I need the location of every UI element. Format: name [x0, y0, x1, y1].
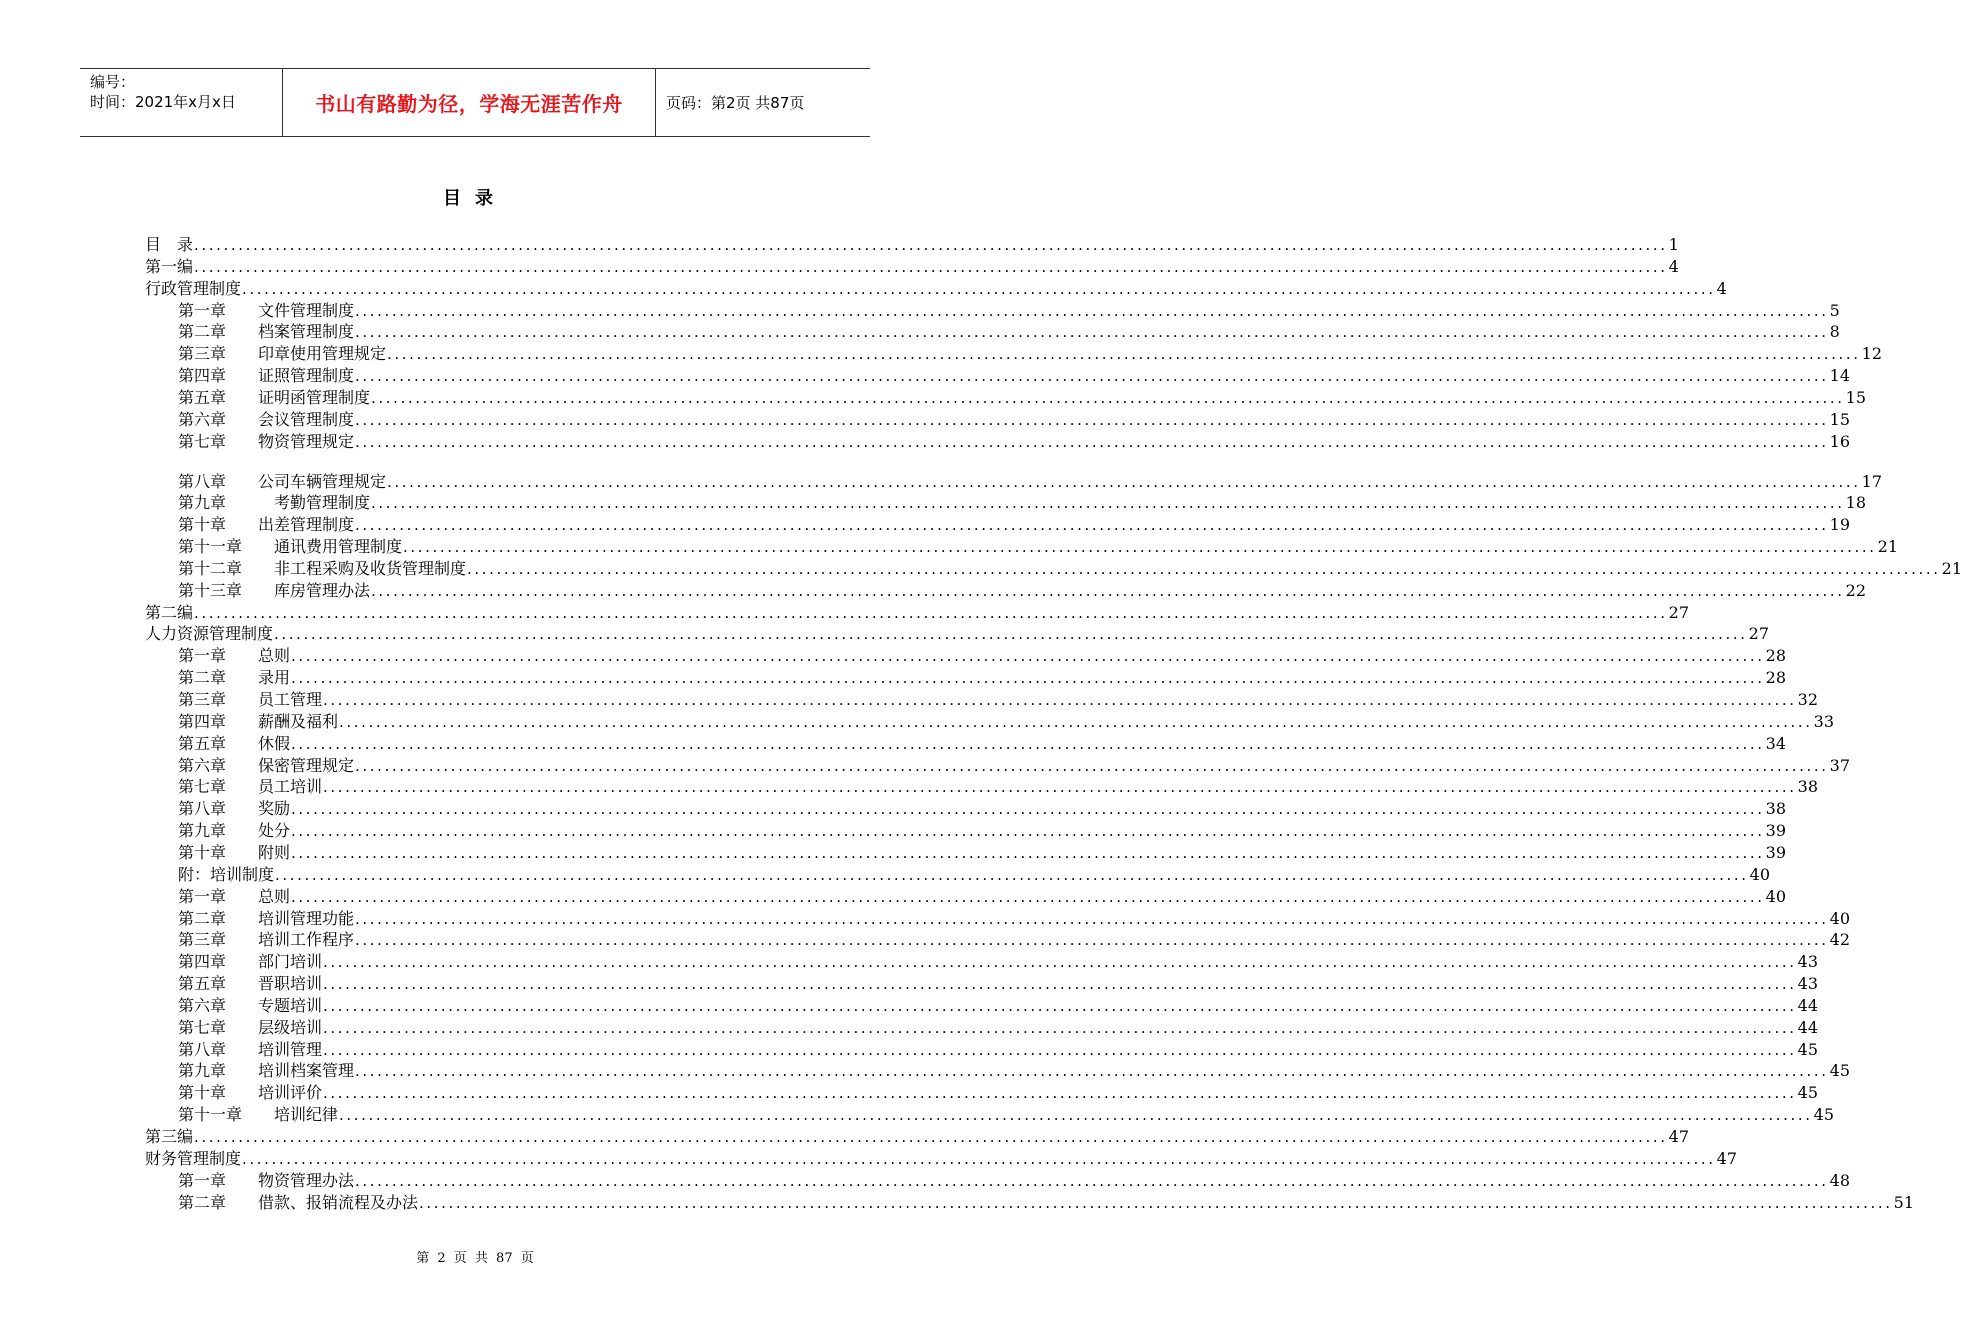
toc-entry-page-number: 8 — [1829, 322, 1840, 342]
toc-entry-title: 第二章 借款、报销流程及办法 — [178, 1192, 419, 1212]
toc-entry-page-number: 32 — [1797, 690, 1818, 709]
toc-entry-title: 第九章 培训档案管理 — [178, 1061, 355, 1081]
toc-dot-leader: ........................................................................................................................................................................................................ — [323, 1018, 1797, 1037]
toc-entry-title: 财务管理制度 — [145, 1148, 242, 1168]
toc-entry[interactable] — [178, 343, 1882, 365]
toc-dot-leader: ........................................................................................................................................................................................................ — [419, 1193, 1893, 1212]
toc-dot-leader: ........................................................................................................................................................................................................ — [291, 887, 1765, 906]
toc-entry-page-number: 15 — [1829, 409, 1850, 429]
toc-entry[interactable] — [178, 300, 1840, 322]
toc-entry-title: 第七章 层级培训 — [178, 1017, 323, 1037]
toc-dot-leader: ........................................................................................................................................................................................................ — [242, 279, 1716, 298]
toc-entry[interactable] — [178, 321, 1840, 343]
toc-dot-leader: ........................................................................................................................................................................................................ — [371, 581, 1845, 600]
toc-dot-leader: ........................................................................................................................................................................................................ — [275, 865, 1749, 884]
header-meta-cell — [80, 69, 283, 136]
toc-entry[interactable] — [178, 755, 1850, 777]
toc-dot-leader: ........................................................................................................................................................................................................ — [355, 931, 1829, 950]
toc-entry-title: 第八章 公司车辆管理规定 — [178, 471, 387, 491]
toc-entry-title: 第三章 培训工作程序 — [178, 930, 355, 950]
toc-entry-title: 目 录 — [145, 235, 194, 254]
toc-dot-leader: ........................................................................................................................................................................................................ — [355, 323, 1829, 342]
toc-entry-title: 附：培训制度 — [178, 864, 275, 884]
toc-entry[interactable] — [178, 492, 1866, 514]
toc-entry-page-number: 48 — [1829, 1170, 1850, 1190]
toc-dot-leader: ........................................................................................................................................................................................................ — [403, 538, 1877, 557]
toc-dot-leader: ........................................................................................................................................................................................................ — [274, 625, 1748, 644]
toc-entry[interactable] — [145, 234, 1679, 256]
toc-entry[interactable] — [145, 1126, 1689, 1148]
toc-entry-title: 第十三章 库房管理办法 — [178, 580, 371, 600]
toc-dot-leader: ........................................................................................................................................................................................................ — [355, 909, 1829, 928]
toc-entry-title: 第十一章 培训纪律 — [178, 1105, 339, 1125]
toc-entry[interactable] — [178, 1017, 1818, 1039]
toc-entry-title: 第八章 培训管理 — [178, 1039, 323, 1059]
header-page-info: 页码：第2页 共87页 — [666, 94, 805, 112]
toc-dot-leader: ........................................................................................................................................................................................................ — [194, 1128, 1668, 1146]
toc-dot-leader: ........................................................................................................................................................................................................ — [291, 647, 1765, 666]
toc-entry-title: 第十一章 通讯费用管理制度 — [178, 537, 403, 557]
toc-entry[interactable] — [178, 1104, 1834, 1126]
toc-entry-title: 第一章 物资管理办法 — [178, 1170, 355, 1190]
toc-dot-leader: ........................................................................................................................................................................................................ — [323, 1084, 1797, 1103]
toc-entry-page-number: 17 — [1861, 471, 1882, 491]
toc-dot-leader: ........................................................................................................................................................................................................ — [387, 472, 1861, 491]
toc-entry-page-number: 47 — [1668, 1127, 1689, 1146]
toc-entry-page-number: 12 — [1861, 344, 1882, 364]
toc-entry[interactable] — [178, 733, 1786, 755]
toc-dot-leader: ........................................................................................................................................................................................................ — [323, 996, 1797, 1015]
toc-entry-title: 第一章 文件管理制度 — [178, 300, 355, 320]
toc-entry-page-number: 44 — [1797, 1017, 1818, 1037]
toc-entry-title: 第六章 保密管理规定 — [178, 755, 355, 775]
toc-entry-page-number: 43 — [1797, 974, 1818, 994]
toc-entry[interactable] — [178, 776, 1818, 798]
toc-entry[interactable] — [178, 645, 1786, 667]
header-page-cell — [656, 69, 870, 136]
toc-entry[interactable] — [178, 431, 1850, 453]
toc-entry-page-number: 4 — [1668, 256, 1679, 276]
toc-entry-title: 第八章 奖励 — [178, 799, 291, 819]
toc-entry[interactable] — [145, 1148, 1737, 1170]
toc-entry[interactable] — [178, 1170, 1850, 1192]
toc-entry[interactable] — [178, 951, 1818, 973]
toc-entry-title: 第三章 员工管理 — [178, 690, 323, 709]
toc-dot-leader: ........................................................................................................................................................................................................ — [323, 953, 1797, 972]
toc-entry[interactable] — [178, 864, 1770, 886]
toc-dot-leader: ........................................................................................................................................................................................................ — [355, 432, 1829, 451]
toc-entry-page-number: 39 — [1765, 842, 1786, 862]
toc-entry-title: 第二章 档案管理制度 — [178, 322, 355, 342]
toc-entry-title: 人力资源管理制度 — [145, 624, 274, 644]
toc-dot-leader: ........................................................................................................................................................................................................ — [291, 822, 1765, 841]
toc-entry-title: 第二编 — [145, 602, 194, 622]
toc-entry-page-number: 21 — [1877, 537, 1898, 557]
toc-dot-leader: ........................................................................................................................................................................................................ — [323, 1040, 1797, 1059]
toc-entry-page-number: 45 — [1797, 1083, 1818, 1103]
toc-entry-title: 第一编 — [145, 256, 194, 276]
toc-entry-title: 第四章 证照管理制度 — [178, 366, 355, 386]
toc-dot-leader: ........................................................................................................................................................................................................ — [371, 494, 1845, 513]
toc-entry-title: 第九章 处分 — [178, 821, 291, 841]
toc-entry-title: 第一章 总则 — [178, 646, 291, 666]
toc-entry-title: 第二章 培训管理功能 — [178, 908, 355, 928]
toc-entry-title: 第五章 证明函管理制度 — [178, 387, 371, 407]
toc-entry[interactable] — [178, 471, 1882, 493]
toc-entry[interactable] — [178, 711, 1834, 733]
toc-entry-page-number: 40 — [1765, 886, 1786, 906]
toc-entry[interactable] — [178, 886, 1786, 908]
toc-entry-page-number: 45 — [1829, 1061, 1850, 1081]
toc-entry-page-number: 18 — [1845, 493, 1866, 513]
toc-dot-leader: ........................................................................................................................................................................................................ — [242, 1149, 1716, 1168]
toc-dot-leader: ........................................................................................................................................................................................................ — [323, 975, 1797, 994]
toc-entry-page-number: 28 — [1765, 668, 1786, 688]
toc-entry[interactable] — [178, 908, 1850, 930]
toc-dot-leader: ........................................................................................................................................................................................................ — [355, 367, 1829, 386]
toc-entry-page-number: 28 — [1765, 646, 1786, 666]
toc-entry-page-number: 4 — [1716, 278, 1727, 298]
toc-entry[interactable] — [178, 409, 1850, 431]
toc-dot-leader: ........................................................................................................................................................................................................ — [291, 800, 1765, 819]
toc-entry[interactable] — [178, 995, 1818, 1017]
toc-entry-page-number: 22 — [1845, 580, 1866, 600]
toc-entry-page-number: 47 — [1716, 1148, 1737, 1168]
toc-entry-page-number: 37 — [1829, 755, 1850, 775]
toc-entry-title: 第四章 薪酬及福利 — [178, 711, 339, 731]
toc-entry[interactable] — [178, 929, 1850, 951]
toc-dot-leader: ........................................................................................................................................................................................................ — [194, 236, 1668, 254]
toc-entry-title: 第五章 休假 — [178, 733, 291, 753]
toc-entry[interactable] — [178, 689, 1818, 711]
toc-dot-leader: ........................................................................................................................................................................................................ — [323, 691, 1797, 709]
toc-entry-page-number: 19 — [1829, 515, 1850, 535]
toc-entry-page-number: 16 — [1829, 431, 1850, 451]
toc-entry-title: 第十二章 非工程采购及收货管理制度 — [178, 558, 467, 578]
toc-entry-title: 第五章 晋职培训 — [178, 974, 323, 994]
toc-entry[interactable] — [178, 365, 1850, 387]
toc-entry-title: 第三编 — [145, 1127, 194, 1146]
toc-entry-title: 第七章 员工培训 — [178, 777, 323, 797]
toc-dot-leader: ........................................................................................................................................................................................................ — [355, 516, 1829, 535]
toc-entry-page-number: 33 — [1813, 711, 1834, 731]
toc-entry-page-number: 39 — [1765, 821, 1786, 841]
toc-entry-page-number: 45 — [1797, 1039, 1818, 1059]
toc-entry-title: 第十章 培训评价 — [178, 1083, 323, 1103]
toc-entry-title: 第十章 出差管理制度 — [178, 515, 355, 535]
page-title: 目录 — [443, 188, 507, 209]
toc-entry-page-number: 42 — [1829, 930, 1850, 950]
toc-dot-leader: ........................................................................................................................................................................................................ — [291, 734, 1765, 753]
toc-dot-leader: ........................................................................................................................................................................................................ — [355, 301, 1829, 320]
toc-entry-page-number: 51 — [1893, 1192, 1914, 1212]
toc-dot-leader: ........................................................................................................................................................................................................ — [355, 756, 1829, 775]
toc-entry[interactable] — [178, 667, 1786, 689]
toc-entry-page-number: 45 — [1813, 1105, 1834, 1125]
toc-entry-title: 第七章 物资管理规定 — [178, 431, 355, 451]
toc-dot-leader: ........................................................................................................................................................................................................ — [323, 778, 1797, 797]
header-motto-cell — [283, 69, 656, 136]
header-motto: 书山有路勤为径，学海无涯苦作舟 — [315, 92, 623, 116]
toc-entry-title: 第六章 会议管理制度 — [178, 409, 355, 429]
toc-entry-title: 第二章 录用 — [178, 668, 291, 688]
toc-entry[interactable] — [178, 1060, 1850, 1082]
toc-entry-page-number: 27 — [1668, 602, 1689, 622]
toc-dot-leader: ........................................................................................................................................................................................................ — [291, 669, 1765, 688]
toc-dot-leader: ........................................................................................................................................................................................................ — [194, 257, 1668, 276]
toc-entry[interactable] — [145, 256, 1679, 278]
toc-entry[interactable] — [178, 820, 1786, 842]
toc-entry[interactable] — [178, 973, 1818, 995]
document-date-label: 时间：2021年x月x日 — [90, 93, 236, 111]
toc-entry-page-number: 27 — [1748, 624, 1769, 644]
toc-entry-page-number: 40 — [1749, 864, 1770, 884]
toc-entry-title: 行政管理制度 — [145, 278, 242, 298]
toc-entry[interactable] — [178, 558, 1962, 580]
toc-entry[interactable] — [145, 623, 1769, 645]
toc-entry-page-number: 43 — [1797, 952, 1818, 972]
toc-entry[interactable] — [178, 798, 1786, 820]
page-header — [80, 68, 870, 137]
toc-entry-page-number: 40 — [1829, 908, 1850, 928]
toc-entry-title: 第一章 总则 — [178, 886, 291, 906]
toc-entry-title: 第六章 专题培训 — [178, 995, 323, 1015]
toc-dot-leader: ........................................................................................................................................................................................................ — [467, 559, 1941, 578]
toc-entry-page-number: 5 — [1829, 300, 1840, 320]
toc-entry-title: 第四章 部门培训 — [178, 952, 323, 972]
toc-dot-leader: ........................................................................................................................................................................................................ — [355, 1062, 1829, 1081]
toc-entry-page-number: 1 — [1668, 235, 1679, 254]
toc-entry[interactable] — [178, 842, 1786, 864]
toc-entry[interactable] — [178, 1039, 1818, 1061]
toc-entry-page-number: 34 — [1765, 733, 1786, 753]
toc-dot-leader: ........................................................................................................................................................................................................ — [291, 843, 1765, 862]
toc-entry-page-number: 21 — [1941, 558, 1962, 578]
toc-entry[interactable] — [178, 1082, 1818, 1104]
toc-dot-leader: ........................................................................................................................................................................................................ — [355, 1171, 1829, 1190]
toc-entry-title: 第三章 印章使用管理规定 — [178, 344, 387, 364]
page-footer: 第 2 页 共 87 页 — [416, 1251, 534, 1266]
toc-entry-page-number: 15 — [1845, 387, 1866, 407]
toc-entry-page-number: 44 — [1797, 995, 1818, 1015]
toc-dot-leader: ........................................................................................................................................................................................................ — [339, 1106, 1813, 1125]
toc-entry-page-number: 38 — [1797, 777, 1818, 797]
toc-dot-leader: ........................................................................................................................................................................................................ — [339, 712, 1813, 731]
toc-entry[interactable] — [178, 1192, 1914, 1214]
toc-entry[interactable] — [145, 278, 1727, 300]
toc-entry-page-number: 14 — [1829, 366, 1850, 386]
toc-entry[interactable] — [178, 580, 1866, 602]
toc-entry-title: 第十章 附则 — [178, 842, 291, 862]
toc-entry[interactable] — [178, 514, 1850, 536]
toc-entry[interactable] — [178, 387, 1866, 409]
toc-entry[interactable] — [145, 602, 1689, 624]
toc-dot-leader: ........................................................................................................................................................................................................ — [194, 603, 1668, 622]
toc-entry-title: 第九章 考勤管理制度 — [178, 493, 371, 513]
toc-dot-leader: ........................................................................................................................................................................................................ — [371, 388, 1845, 407]
document-number-label: 编号： — [90, 73, 136, 91]
toc-entry[interactable] — [178, 536, 1898, 558]
toc-dot-leader: ........................................................................................................................................................................................................ — [387, 345, 1861, 364]
toc-entry-page-number: 38 — [1765, 799, 1786, 819]
toc-dot-leader: ........................................................................................................................................................................................................ — [355, 410, 1829, 429]
